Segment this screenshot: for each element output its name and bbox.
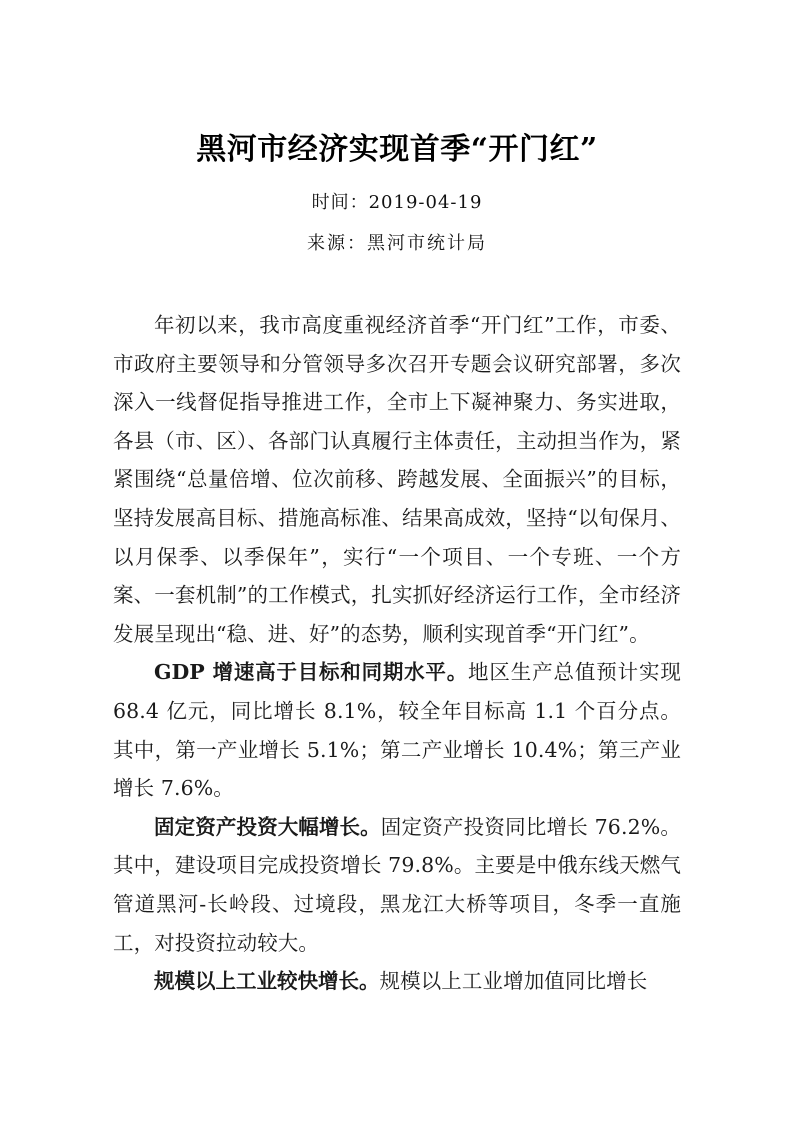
document-body	[113, 254, 681, 1001]
paragraph-fixed-asset-investment	[113, 808, 681, 962]
paragraph-intro-text: 年初以来，我市高度重视经济首季“开门红”工作，市委、市政府主要领导和分管领导多次召开专题会议研究部署，多次深入一线督促指导推进工作，全市上下凝神聚力、务实进取，各县（市、区）、各部门认真履行主体责任，主动担当作为，紧紧围绕“总量倍增、位次前移、跨越发展、全面振兴”的目标，坚持发展高目标、措施高标准、结果高成效，坚持“以旬保月、以月保季、以季保年”，实行“一个项目、一个专班、一个方案、一套机制”的工作模式，扎实抓好经济运行工作，全市经济发展呈现出“稳、进、好”的态势，顺利实现首季“开门红”。	[113, 313, 681, 646]
paragraph-gdp-lead: GDP 增速高于目标和同期水平。	[154, 660, 468, 685]
document-content-column	[113, 0, 681, 1001]
paragraph-gdp-text: 地区生产总值预计实现 68.4 亿元，同比增长 8.1%，较全年目标高 1.1 个百分点。其中，第一产业增长 5.1%；第二产业增长 10.4%；第三产业增长 7.6%。	[113, 660, 682, 801]
paragraph-industrial-output	[113, 962, 681, 1001]
document-date: 时间：2019-04-19	[311, 192, 483, 213]
paragraph-fixed-asset-investment-lead: 固定资产投资大幅增长。	[154, 814, 381, 839]
paragraph-gdp	[113, 653, 681, 807]
paragraph-fixed-asset-investment-text: 固定资产投资同比增长 76.2%。其中，建设项目完成投资增长 79.8%。主要是中俄东线天燃气管道黑河-长岭段、过境段，黑龙江大桥等项目，冬季一直施工，对投资拉动较大。	[113, 814, 682, 955]
page-title: 黑河市经济实现首季“开门红”	[196, 132, 598, 167]
paragraph-intro	[113, 306, 681, 653]
document-source: 来源：黑河市统计局	[307, 233, 487, 254]
paragraph-industrial-output-lead: 规模以上工业较快增长。	[154, 969, 380, 994]
paragraph-industrial-output-text: 规模以上工业增加值同比增长	[379, 969, 648, 994]
